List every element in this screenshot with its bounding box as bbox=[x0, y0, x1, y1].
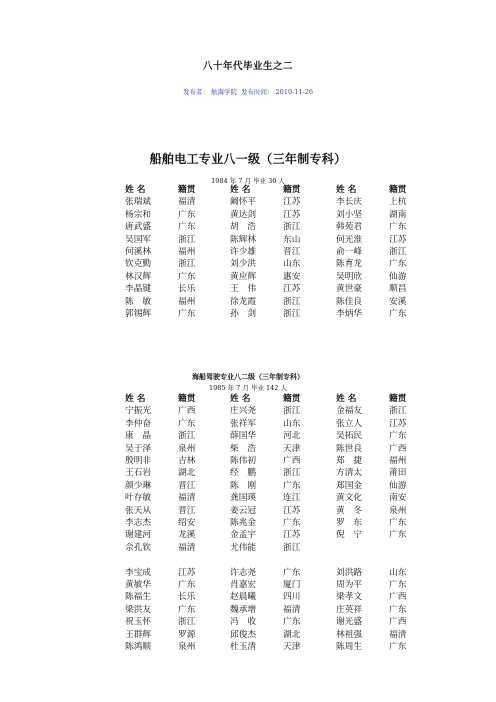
column-header-name: 姓 名 bbox=[125, 185, 146, 195]
table-row bbox=[125, 480, 419, 492]
student-name: 庄英祥 bbox=[336, 604, 363, 615]
student-name: 祝玉怀 bbox=[125, 617, 152, 628]
native-place: 厦门 bbox=[283, 580, 301, 591]
table-row bbox=[125, 517, 419, 529]
student-name: 郭锡辉 bbox=[125, 309, 152, 320]
native-place: 浙江 bbox=[283, 222, 301, 233]
student-name: 钦克勤 bbox=[125, 259, 152, 270]
column-header-origin: 籍贯 bbox=[178, 394, 196, 404]
native-place: 福州 bbox=[178, 247, 196, 258]
student-name: 吴国军 bbox=[125, 234, 152, 245]
student-name: 陈辉林 bbox=[230, 234, 257, 245]
student-name: 龚国瑛 bbox=[230, 493, 257, 504]
table-row bbox=[125, 258, 419, 270]
native-place: 江苏 bbox=[283, 505, 301, 516]
table-row bbox=[125, 196, 419, 208]
student-name: 俞一峰 bbox=[336, 247, 363, 258]
student-name: 李志杰 bbox=[125, 518, 152, 529]
date-label: 发布时间： bbox=[241, 88, 274, 96]
native-place: 晋江 bbox=[178, 480, 196, 491]
student-name: 李晶键 bbox=[125, 284, 152, 295]
table-row bbox=[125, 405, 419, 417]
native-place bbox=[178, 554, 230, 566]
native-place: 浙江 bbox=[389, 247, 407, 258]
student-name: 颜少琳 bbox=[125, 480, 152, 491]
native-place: 晋江 bbox=[178, 505, 196, 516]
author: 航海学院 bbox=[210, 88, 237, 96]
student-name: 叶存敏 bbox=[125, 493, 152, 504]
student-name: 何光淮 bbox=[336, 234, 363, 245]
table-row bbox=[125, 629, 419, 641]
native-place: 浙江 bbox=[283, 468, 301, 479]
student-name: 李长庆 bbox=[336, 197, 363, 208]
column-header-origin: 籍贯 bbox=[389, 394, 407, 404]
student-name: 宁振光 bbox=[125, 406, 152, 417]
student-name: 庄兴尧 bbox=[230, 406, 257, 417]
native-place: 连江 bbox=[283, 493, 301, 504]
native-place: 安溪 bbox=[389, 296, 407, 307]
student-name: 陈 刚 bbox=[230, 480, 257, 491]
native-place: 湖北 bbox=[283, 629, 301, 640]
student-name: 许少雄 bbox=[230, 247, 257, 258]
native-place: 广东 bbox=[389, 518, 407, 529]
student-name: 王石岩 bbox=[125, 468, 152, 479]
student-name: 梁洪友 bbox=[125, 604, 152, 615]
native-place: 龙溪 bbox=[178, 530, 196, 541]
column-header-name: 姓 名 bbox=[125, 394, 146, 404]
native-place: 浙江 bbox=[283, 296, 301, 307]
section-subtitle-navigation: 1985 年 7 月 毕业 142 人 bbox=[209, 384, 287, 392]
student-name: 郑 捷 bbox=[336, 456, 363, 467]
native-place: 广东 bbox=[178, 604, 196, 615]
student-name: 吴明欣 bbox=[336, 271, 363, 282]
student-name: 刘洪路 bbox=[336, 567, 363, 578]
roster-table-electrician bbox=[125, 184, 419, 320]
native-place: 福清 bbox=[283, 604, 301, 615]
student-name: 薛国华 bbox=[230, 431, 257, 442]
student-name bbox=[125, 554, 178, 566]
native-place: 山东 bbox=[389, 567, 407, 578]
student-name: 黄文化 bbox=[336, 493, 363, 504]
table-row bbox=[125, 604, 419, 616]
student-name: 姜云冠 bbox=[230, 505, 257, 516]
student-name: 杜玉清 bbox=[230, 642, 257, 653]
column-header-origin: 籍贯 bbox=[283, 185, 301, 195]
student-name: 胡 浩 bbox=[230, 222, 257, 233]
student-name: 黄世豪 bbox=[336, 284, 363, 295]
student-name: 唐武盛 bbox=[125, 222, 152, 233]
student-name: 张祥军 bbox=[230, 418, 257, 429]
native-place: 福清 bbox=[178, 493, 196, 504]
student-name: 张天从 bbox=[125, 505, 152, 516]
native-place: 福清 bbox=[178, 542, 196, 553]
table-row bbox=[125, 246, 419, 258]
native-place: 湖南 bbox=[389, 209, 407, 220]
native-place: 江苏 bbox=[389, 418, 407, 429]
student-name: 谢光盛 bbox=[336, 617, 363, 628]
column-header-origin: 籍贯 bbox=[283, 394, 301, 404]
native-place: 广东 bbox=[389, 580, 407, 591]
roster-header-row bbox=[125, 393, 419, 405]
table-row bbox=[125, 234, 419, 246]
table-row bbox=[125, 542, 419, 554]
native-place: 吉林 bbox=[178, 456, 196, 467]
student-name: 谢建河 bbox=[125, 530, 152, 541]
student-name: 黄 冬 bbox=[336, 505, 363, 516]
student-name: 阚怀平 bbox=[230, 197, 257, 208]
native-place: 泉州 bbox=[389, 505, 407, 516]
native-place: 江苏 bbox=[283, 197, 301, 208]
table-row bbox=[125, 296, 419, 308]
native-place: 广东 bbox=[389, 604, 407, 615]
native-place: 湖北 bbox=[178, 468, 196, 479]
native-place: 东山 bbox=[283, 234, 301, 245]
student-name: 黄达剑 bbox=[230, 209, 257, 220]
table-row bbox=[125, 283, 419, 295]
student-name: 魏承增 bbox=[230, 604, 257, 615]
native-place: 江苏 bbox=[283, 530, 301, 541]
native-place: 广东 bbox=[283, 518, 301, 529]
native-place: 浙江 bbox=[283, 309, 301, 320]
student-name: 冯 收 bbox=[230, 617, 257, 628]
student-name: 黄应辉 bbox=[230, 271, 257, 282]
student-name: 陈福生 bbox=[125, 592, 152, 603]
native-place: 广东 bbox=[283, 480, 301, 491]
student-name: 陈周生 bbox=[336, 642, 363, 653]
native-place: 浙江 bbox=[178, 431, 196, 442]
student-name: 吴于泽 bbox=[125, 443, 152, 454]
student-name: 王群辉 bbox=[125, 629, 152, 640]
table-row bbox=[125, 641, 419, 653]
native-place: 广东 bbox=[389, 309, 407, 320]
table-row bbox=[125, 591, 419, 603]
student-name: 何溪林 bbox=[125, 247, 152, 258]
student-name: 吴拓民 bbox=[336, 431, 363, 442]
native-place: 广西 bbox=[283, 456, 301, 467]
native-place: 浙江 bbox=[178, 259, 196, 270]
table-row bbox=[125, 430, 419, 442]
native-place: 浙江 bbox=[178, 617, 196, 628]
native-place: 江苏 bbox=[178, 567, 196, 578]
native-place: 广东 bbox=[389, 431, 407, 442]
native-place: 广东 bbox=[178, 580, 196, 591]
student-name: 韩苑君 bbox=[336, 222, 363, 233]
native-place: 天津 bbox=[283, 642, 301, 653]
student-name: 罗 东 bbox=[336, 518, 363, 529]
native-place: 莆田 bbox=[389, 468, 407, 479]
student-name: 陈兆金 bbox=[230, 518, 257, 529]
native-place: 广东 bbox=[178, 222, 196, 233]
student-name bbox=[336, 554, 389, 566]
native-place: 泉州 bbox=[178, 642, 196, 653]
table-row bbox=[125, 221, 419, 233]
student-name: 林汉辉 bbox=[125, 271, 152, 282]
student-name: 李炳华 bbox=[336, 309, 363, 320]
native-place: 河北 bbox=[283, 431, 301, 442]
student-name: 王 伟 bbox=[230, 284, 257, 295]
student-name: 柴 浩 bbox=[230, 443, 257, 454]
student-name: 张瑞斌 bbox=[125, 197, 152, 208]
column-header-name: 姓 名 bbox=[336, 394, 357, 404]
native-place: 罗源 bbox=[178, 629, 196, 640]
table-row bbox=[125, 492, 419, 504]
student-name: 陈 敏 bbox=[125, 296, 152, 307]
native-place: 广西 bbox=[389, 443, 407, 454]
table-row bbox=[125, 455, 419, 467]
native-place: 天津 bbox=[283, 443, 301, 454]
student-name: 殷明非 bbox=[125, 456, 152, 467]
native-place: 顺昌 bbox=[389, 284, 407, 295]
native-place: 广东 bbox=[178, 271, 196, 282]
native-place: 广东 bbox=[283, 617, 301, 628]
table-row bbox=[125, 529, 419, 541]
table-row bbox=[125, 579, 419, 591]
table-row bbox=[125, 443, 419, 455]
native-place: 惠安 bbox=[283, 271, 301, 282]
native-place: 广东 bbox=[389, 222, 407, 233]
column-header-name: 姓 名 bbox=[230, 185, 251, 195]
roster-header-row bbox=[125, 184, 419, 196]
student-name: 陈世良 bbox=[336, 443, 363, 454]
page-title: 八十年代毕业生之二 bbox=[202, 61, 293, 72]
student-name: 陈鸿顺 bbox=[125, 642, 152, 653]
native-place: 福州 bbox=[178, 296, 196, 307]
table-row bbox=[125, 308, 419, 320]
publish-date: 2010-11-26 bbox=[275, 88, 314, 96]
student-name: 梁孝文 bbox=[336, 592, 363, 603]
student-name: 林祖强 bbox=[336, 629, 363, 640]
column-header-name: 姓 名 bbox=[230, 394, 251, 404]
table-row bbox=[125, 271, 419, 283]
student-name: 方清太 bbox=[336, 468, 363, 479]
native-place: 山东 bbox=[283, 259, 301, 270]
student-name: 许志尧 bbox=[230, 567, 257, 578]
native-place: 泉州 bbox=[178, 443, 196, 454]
student-name: 周为平 bbox=[336, 580, 363, 591]
native-place bbox=[283, 554, 336, 566]
student-name: 尤伟能 bbox=[230, 542, 257, 553]
native-place: 福清 bbox=[389, 629, 407, 640]
student-name: 陈佳良 bbox=[336, 296, 363, 307]
native-place: 广东 bbox=[389, 259, 407, 270]
native-place: 江苏 bbox=[389, 234, 407, 245]
table-row bbox=[125, 209, 419, 221]
student-name: 肖嘉宏 bbox=[230, 580, 257, 591]
column-header-origin: 籍贯 bbox=[178, 185, 196, 195]
student-name: 金孟宇 bbox=[230, 530, 257, 541]
native-place: 长乐 bbox=[178, 284, 196, 295]
student-name: 康 晶 bbox=[125, 431, 152, 442]
native-place: 绍安 bbox=[178, 518, 196, 529]
student-name: 陈育龙 bbox=[336, 259, 363, 270]
student-name: 经 鹏 bbox=[230, 468, 257, 479]
student-name: 刘少洪 bbox=[230, 259, 257, 270]
student-name bbox=[230, 554, 283, 566]
student-name: 刘小坚 bbox=[336, 209, 363, 220]
column-header-name: 姓 名 bbox=[336, 185, 357, 195]
student-name: 赵晨曦 bbox=[230, 592, 257, 603]
student-name bbox=[336, 542, 389, 554]
student-name: 李仲奋 bbox=[125, 418, 152, 429]
student-name: 杨宗和 bbox=[125, 209, 152, 220]
table-row bbox=[125, 616, 419, 628]
native-place: 上杭 bbox=[389, 197, 407, 208]
student-name: 金福友 bbox=[336, 406, 363, 417]
student-name: 孙 剑 bbox=[230, 309, 257, 320]
native-place: 福清 bbox=[178, 197, 196, 208]
table-row bbox=[125, 554, 419, 566]
table-row bbox=[125, 467, 419, 479]
native-place: 广东 bbox=[283, 567, 301, 578]
publish-meta bbox=[0, 87, 496, 96]
student-name: 郑国金 bbox=[336, 480, 363, 491]
student-name: 陈伟初 bbox=[230, 456, 257, 467]
table-row bbox=[125, 567, 419, 579]
native-place: 广西 bbox=[178, 406, 196, 417]
table-row bbox=[125, 418, 419, 430]
native-place: 广东 bbox=[178, 309, 196, 320]
native-place: 江苏 bbox=[283, 284, 301, 295]
native-place: 仙游 bbox=[389, 480, 407, 491]
native-place: 南安 bbox=[389, 493, 407, 504]
student-name: 倪 宁 bbox=[336, 530, 363, 541]
student-name: 张立人 bbox=[336, 418, 363, 429]
native-place bbox=[389, 542, 419, 554]
table-row bbox=[125, 505, 419, 517]
author-label: 发布者： bbox=[182, 88, 209, 96]
student-name: 徐龙霞 bbox=[230, 296, 257, 307]
native-place: 浙江 bbox=[283, 406, 301, 417]
student-name: 邱俊杰 bbox=[230, 629, 257, 640]
native-place: 广西 bbox=[389, 592, 407, 603]
native-place: 晋江 bbox=[283, 247, 301, 258]
section-subtitle-electrician: 1984 年 7 月 毕业 30 人 bbox=[211, 177, 285, 185]
native-place: 浙江 bbox=[283, 542, 301, 553]
student-name: 黄敏华 bbox=[125, 580, 152, 591]
section-title-navigation: 海船驾驶专业八二级（三年制专科） bbox=[192, 372, 304, 381]
native-place: 仙游 bbox=[389, 271, 407, 282]
native-place: 四川 bbox=[283, 592, 301, 603]
native-place: 广东 bbox=[389, 530, 407, 541]
native-place: 广东 bbox=[389, 642, 407, 653]
native-place: 山东 bbox=[283, 418, 301, 429]
native-place: 广西 bbox=[389, 617, 407, 628]
section-title-electrician: 船舶电工专业八一级（三年制专科） bbox=[149, 152, 347, 166]
native-place: 广东 bbox=[178, 418, 196, 429]
student-name: 佘孔钦 bbox=[125, 542, 152, 553]
student-name: 李宝成 bbox=[125, 567, 152, 578]
native-place bbox=[389, 554, 419, 566]
native-place: 江苏 bbox=[283, 209, 301, 220]
native-place: 广东 bbox=[178, 209, 196, 220]
native-place: 浙江 bbox=[389, 406, 407, 417]
native-place: 浙江 bbox=[178, 234, 196, 245]
column-header-origin: 籍贯 bbox=[389, 185, 407, 195]
roster-table-navigation bbox=[125, 393, 419, 654]
native-place: 长乐 bbox=[178, 592, 196, 603]
native-place: 福州 bbox=[389, 456, 407, 467]
